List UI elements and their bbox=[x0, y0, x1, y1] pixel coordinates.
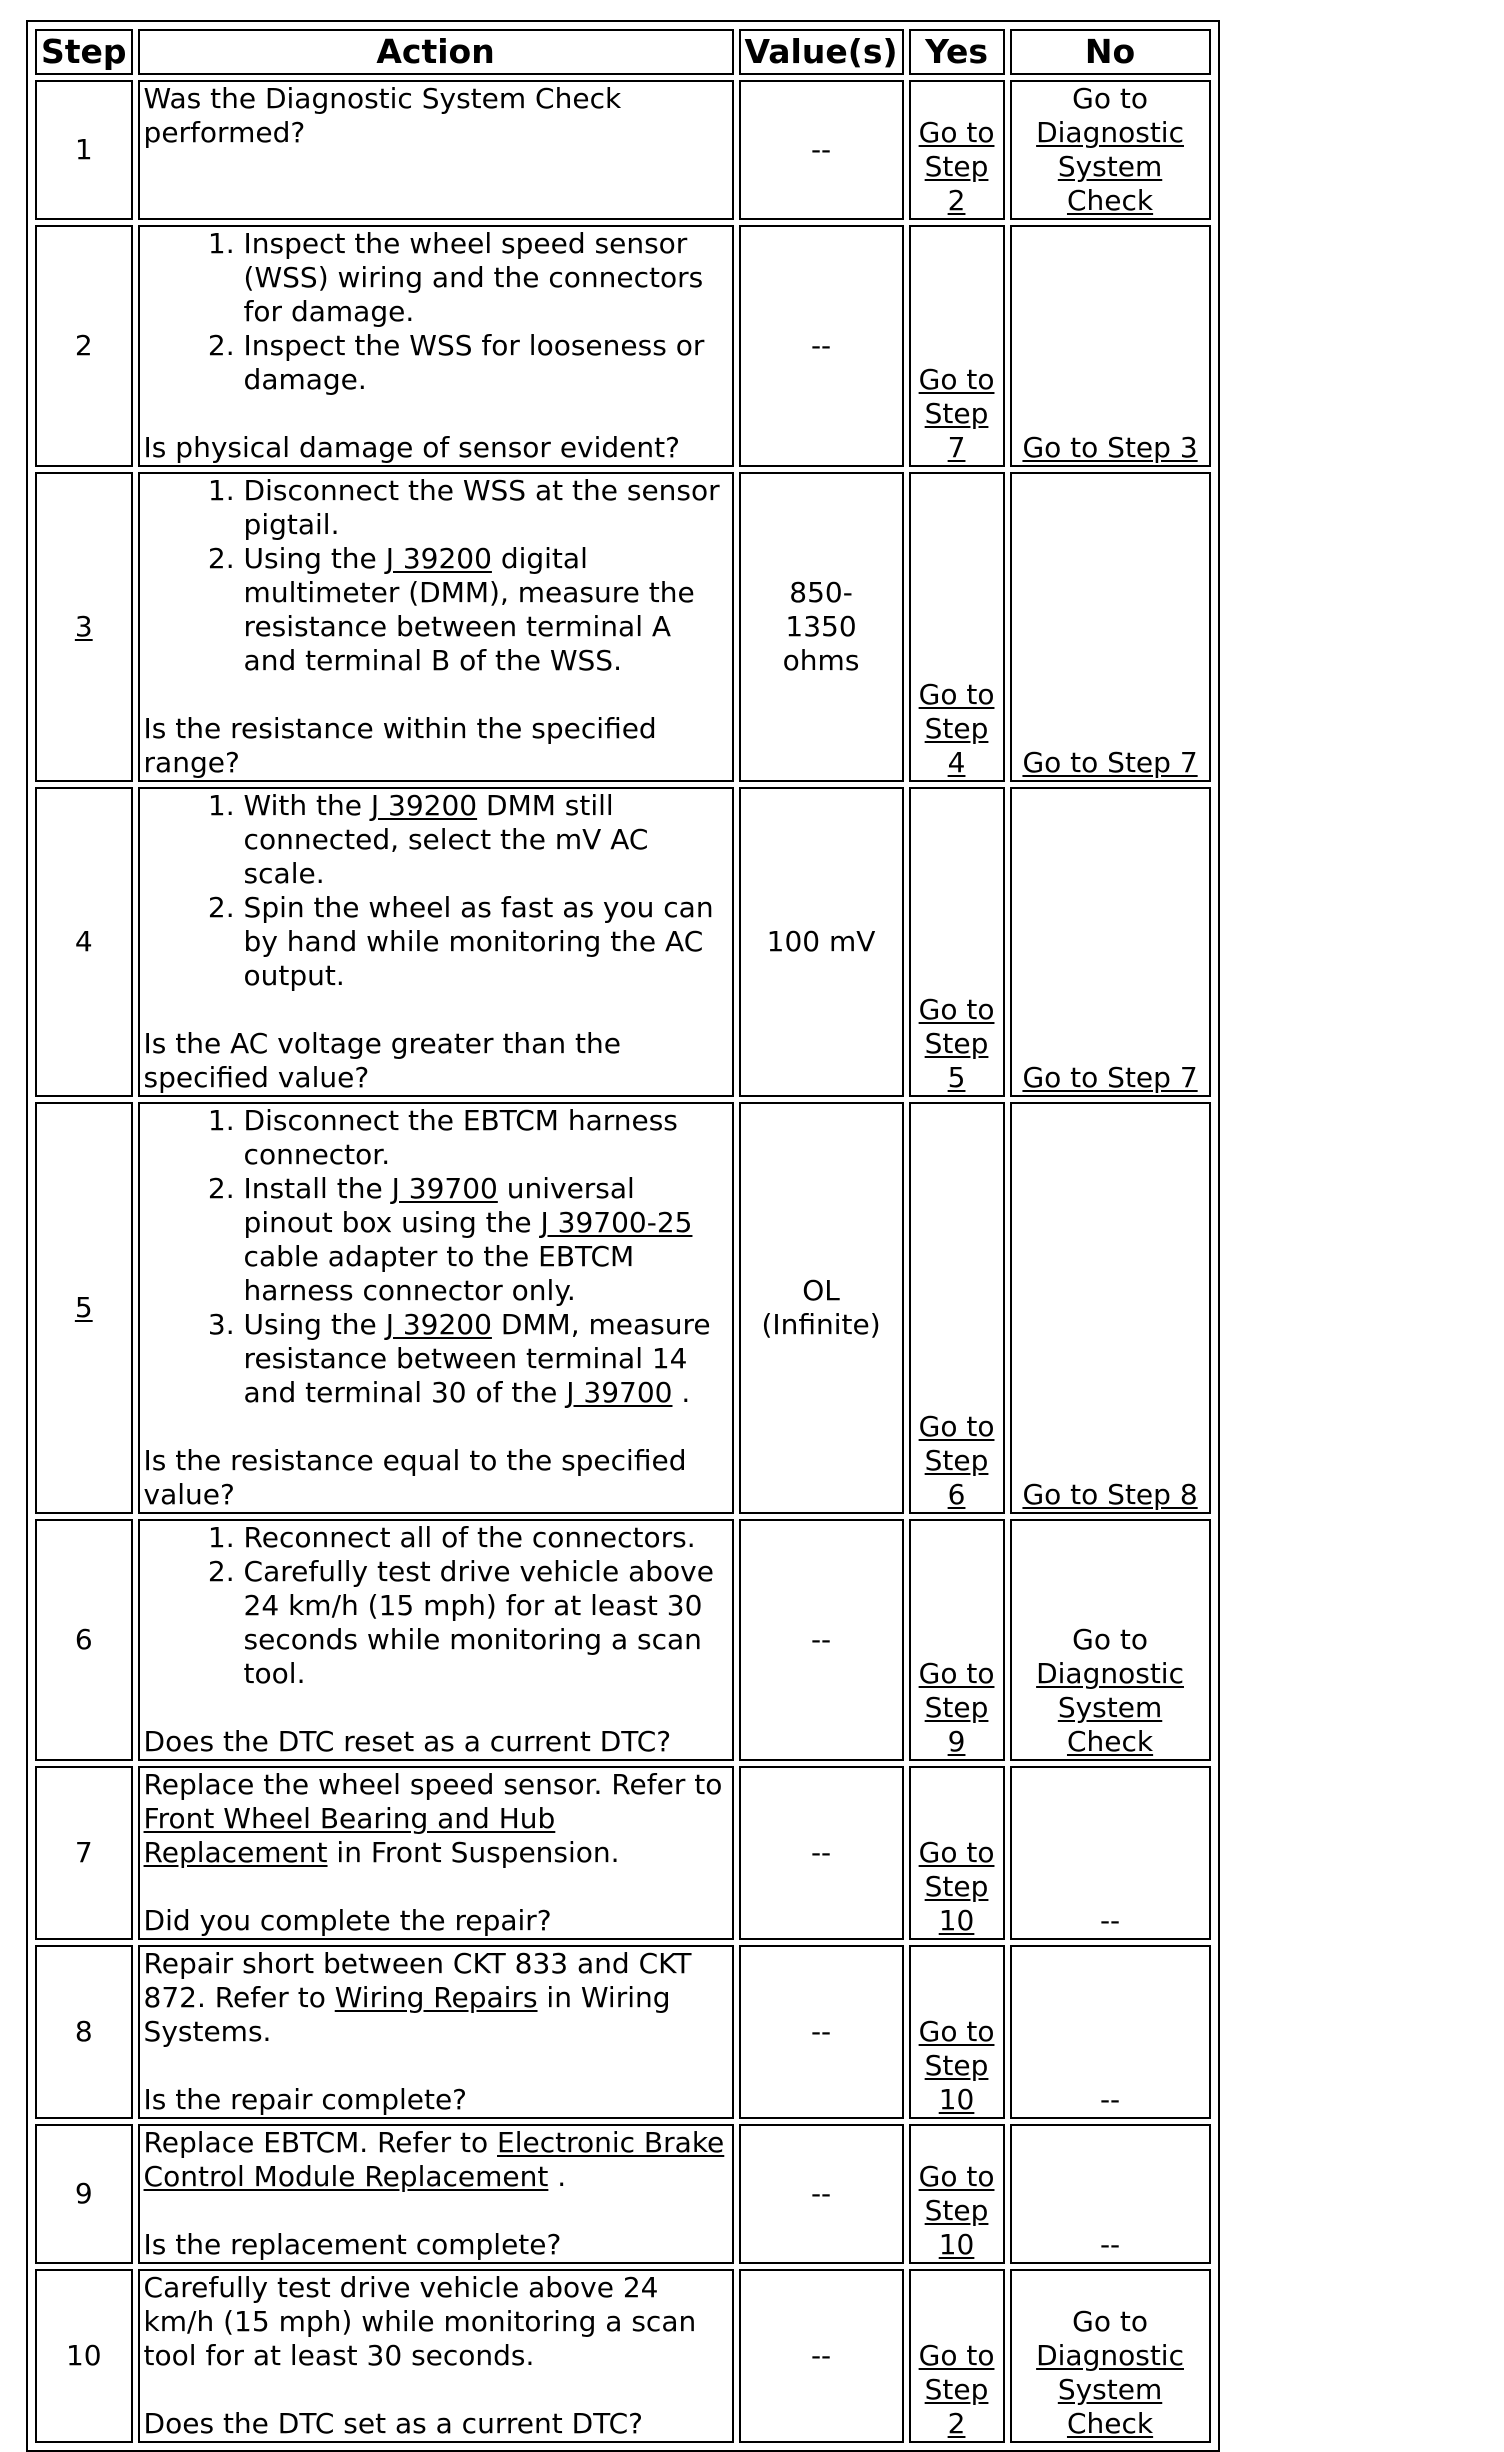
action-item bbox=[244, 1308, 728, 1410]
tool-link[interactable]: J 39700-25 bbox=[540, 1206, 693, 1239]
text: Install the bbox=[243, 1172, 392, 1205]
action-text: Carefully test drive vehicle above 24 km/h (15 mph) while monitoring a scan tool for at least 30 seconds. bbox=[143, 2271, 697, 2372]
yes-link[interactable] bbox=[919, 1657, 995, 1758]
yes-cell bbox=[909, 1519, 1005, 1761]
yes-link-line1: Go to bbox=[918, 1836, 995, 1869]
action-cell bbox=[138, 2124, 734, 2264]
text: With the bbox=[243, 789, 371, 822]
yes-link-line2: Step 10 bbox=[924, 2194, 989, 2261]
no-cell bbox=[1010, 2269, 1211, 2443]
step-link[interactable]: 5 bbox=[74, 1291, 93, 1324]
header-row bbox=[35, 29, 1211, 75]
text: . bbox=[548, 2160, 567, 2193]
value-cell: -- bbox=[739, 80, 904, 220]
no-text: Go to bbox=[1072, 82, 1148, 115]
text: Using the bbox=[243, 542, 386, 575]
action-item bbox=[244, 542, 728, 678]
yes-link-line1: Go to bbox=[918, 1410, 995, 1443]
action-cell bbox=[138, 80, 734, 220]
no-link[interactable]: Go to Step 3 bbox=[1022, 431, 1198, 464]
yes-link-line2: Step 10 bbox=[924, 1870, 989, 1937]
no-cell: -- bbox=[1010, 1766, 1211, 1940]
yes-link-line2: Step 7 bbox=[924, 397, 989, 464]
action-item: 1. Reconnect all of the connectors. bbox=[244, 1521, 728, 1555]
yes-link-line1: Go to bbox=[918, 678, 995, 711]
table-row bbox=[35, 80, 1211, 220]
table-row bbox=[35, 2124, 1211, 2264]
action-list bbox=[144, 789, 728, 993]
text: digital multimeter (DMM), measure the resistance between terminal A and terminal B of the WSS. bbox=[243, 542, 695, 677]
yes-link[interactable] bbox=[919, 993, 995, 1094]
yes-cell bbox=[909, 80, 1005, 220]
tool-link[interactable]: J 39200 bbox=[385, 542, 492, 575]
text: DMM still connected, select the mV AC scale. bbox=[243, 789, 649, 890]
yes-link-line1: Go to bbox=[918, 2160, 995, 2193]
step-number bbox=[35, 1102, 133, 1514]
table-row bbox=[35, 2269, 1211, 2443]
no-link[interactable]: Go to Step 7 bbox=[1022, 746, 1198, 779]
action-item bbox=[244, 789, 728, 891]
action-cell bbox=[138, 225, 734, 467]
header-values: Value(s) bbox=[739, 29, 904, 75]
yes-link-line1: Go to bbox=[918, 363, 995, 396]
table-row bbox=[35, 225, 1211, 467]
value-cell: -- bbox=[739, 1945, 904, 2119]
header-no: No bbox=[1010, 29, 1211, 75]
value-cell: -- bbox=[739, 2124, 904, 2264]
action-question: Is physical damage of sensor evident? bbox=[143, 431, 680, 464]
no-link-line2: System Check bbox=[1057, 1691, 1163, 1758]
yes-cell bbox=[909, 1102, 1005, 1514]
action-question: Is the resistance within the specified range? bbox=[143, 712, 657, 779]
step-number: 2 bbox=[35, 225, 133, 467]
text: Using the bbox=[243, 1308, 386, 1341]
action-list bbox=[144, 1104, 728, 1410]
yes-link[interactable] bbox=[919, 2015, 995, 2116]
text: universal pinout box using the bbox=[243, 1172, 635, 1239]
step-number: 7 bbox=[35, 1766, 133, 1940]
text: DMM, measure resistance between terminal 14 and terminal 30 of the bbox=[243, 1308, 711, 1409]
table-row bbox=[35, 787, 1211, 1097]
no-link[interactable] bbox=[1036, 116, 1184, 217]
no-cell bbox=[1010, 225, 1211, 467]
yes-link-line1: Go to bbox=[918, 993, 995, 1026]
yes-link[interactable] bbox=[919, 1836, 995, 1937]
yes-link-line2: Step 10 bbox=[924, 2049, 989, 2116]
step-number: 10 bbox=[35, 2269, 133, 2443]
value-cell bbox=[739, 472, 904, 782]
text: . bbox=[672, 1376, 691, 1409]
yes-link[interactable] bbox=[919, 116, 995, 217]
action-item: 1. Inspect the wheel speed sensor (WSS) wiring and the connectors for damage. bbox=[244, 227, 728, 329]
action-item: 2. Spin the wheel as fast as you can by hand while monitoring the AC output. bbox=[244, 891, 728, 993]
diagnostic-table bbox=[30, 24, 1216, 2448]
procedure-link[interactable]: Front Wheel Bearing and Hub Replacement bbox=[143, 1802, 556, 1869]
yes-cell bbox=[909, 787, 1005, 1097]
header-step: Step bbox=[35, 29, 133, 75]
no-cell bbox=[1010, 472, 1211, 782]
action-question: Is the replacement complete? bbox=[143, 2228, 562, 2261]
action-list bbox=[144, 227, 728, 397]
yes-link-line1: Go to bbox=[918, 1657, 995, 1690]
text: Replace EBTCM. Refer to bbox=[143, 2126, 498, 2159]
no-text: Go to bbox=[1072, 2305, 1148, 2338]
action-item bbox=[244, 1172, 728, 1308]
action-question: Is the repair complete? bbox=[143, 2083, 468, 2116]
yes-link[interactable] bbox=[919, 678, 995, 779]
no-link[interactable]: Go to Step 8 bbox=[1022, 1478, 1198, 1511]
action-cell bbox=[138, 787, 734, 1097]
action-cell bbox=[138, 2269, 734, 2443]
table-row bbox=[35, 1519, 1211, 1761]
action-item: 1. Disconnect the EBTCM harness connector. bbox=[244, 1104, 728, 1172]
yes-link-line2: Step 6 bbox=[924, 1444, 989, 1511]
yes-cell bbox=[909, 225, 1005, 467]
yes-link-line1: Go to bbox=[918, 2015, 995, 2048]
action-question: Does the DTC set as a current DTC? bbox=[143, 2407, 644, 2440]
yes-link[interactable] bbox=[919, 1410, 995, 1511]
yes-link-line2: Step 5 bbox=[924, 1027, 989, 1094]
action-item: 1. Disconnect the WSS at the sensor pigtail. bbox=[244, 474, 728, 542]
action-question: Is the resistance equal to the specified value? bbox=[143, 1444, 687, 1511]
no-link[interactable] bbox=[1036, 1657, 1184, 1758]
procedure-link[interactable]: Wiring Repairs bbox=[334, 1981, 538, 2014]
no-link[interactable] bbox=[1036, 2339, 1184, 2440]
value-line2: 1350 ohms bbox=[782, 610, 860, 677]
yes-link-line2: Step 2 bbox=[924, 150, 989, 217]
step-number: 9 bbox=[35, 2124, 133, 2264]
value-cell: -- bbox=[739, 225, 904, 467]
action-item: 2. Inspect the WSS for looseness or damage. bbox=[244, 329, 728, 397]
text: Replace the wheel speed sensor. Refer to bbox=[143, 1768, 723, 1801]
text: Repair short between CKT 833 and CKT 872. Refer to bbox=[143, 1947, 692, 2014]
value-cell: 100 mV bbox=[739, 787, 904, 1097]
action-question: Does the DTC reset as a current DTC? bbox=[143, 1725, 672, 1758]
yes-link-line2: Step 2 bbox=[924, 2373, 989, 2440]
yes-link-line1: Go to bbox=[918, 116, 995, 149]
action-question: Did you complete the repair? bbox=[143, 1904, 552, 1937]
action-item: 2. Carefully test drive vehicle above 24 km/h (15 mph) for at least 30 seconds while monitoring a scan tool. bbox=[244, 1555, 728, 1691]
value-line1: 850- bbox=[789, 576, 853, 609]
value-cell: -- bbox=[739, 1519, 904, 1761]
step-number: 1 bbox=[35, 80, 133, 220]
action-question: Is the AC voltage greater than the specified value? bbox=[143, 1027, 621, 1094]
yes-link-line1: Go to bbox=[918, 2339, 995, 2372]
action-list bbox=[144, 1521, 728, 1691]
action-cell bbox=[138, 1945, 734, 2119]
value-cell: -- bbox=[739, 1766, 904, 1940]
no-link-line1: Diagnostic bbox=[1036, 2339, 1184, 2372]
action-cell bbox=[138, 1519, 734, 1761]
action-cell bbox=[138, 1766, 734, 1940]
procedure-link[interactable]: Electronic Brake Control Module Replacement bbox=[143, 2126, 725, 2193]
no-cell bbox=[1010, 1519, 1211, 1761]
step-number: 6 bbox=[35, 1519, 133, 1761]
no-text: Go to bbox=[1072, 1623, 1148, 1656]
table-row bbox=[35, 1102, 1211, 1514]
tool-link[interactable]: J 39200 bbox=[385, 1308, 492, 1341]
text: in Front Suspension. bbox=[327, 1836, 620, 1869]
no-cell: -- bbox=[1010, 2124, 1211, 2264]
no-link-line1: Diagnostic bbox=[1036, 116, 1184, 149]
table-row bbox=[35, 472, 1211, 782]
yes-link-line2: Step 9 bbox=[924, 1691, 989, 1758]
value-cell: OL (Infinite) bbox=[739, 1102, 904, 1514]
step-number: 4 bbox=[35, 787, 133, 1097]
no-link-line1: Diagnostic bbox=[1036, 1657, 1184, 1690]
no-link[interactable]: Go to Step 7 bbox=[1022, 1061, 1198, 1094]
yes-cell bbox=[909, 1945, 1005, 2119]
tool-link[interactable]: J 39700 bbox=[391, 1172, 498, 1205]
yes-link[interactable] bbox=[919, 363, 995, 464]
action-text: Was the Diagnostic System Check performed? bbox=[143, 82, 622, 149]
value-cell: -- bbox=[739, 2269, 904, 2443]
action-cell bbox=[138, 472, 734, 782]
no-cell bbox=[1010, 1102, 1211, 1514]
yes-cell bbox=[909, 472, 1005, 782]
action-list bbox=[144, 474, 728, 678]
yes-cell bbox=[909, 1766, 1005, 1940]
tool-link[interactable]: J 39700 bbox=[566, 1376, 673, 1409]
tool-link[interactable]: J 39200 bbox=[370, 789, 478, 822]
action-cell bbox=[138, 1102, 734, 1514]
action-text bbox=[144, 1768, 728, 1870]
no-link-line2: System Check bbox=[1057, 2373, 1163, 2440]
step-number bbox=[35, 472, 133, 782]
yes-link[interactable] bbox=[919, 2339, 995, 2440]
action-text bbox=[144, 2126, 728, 2194]
yes-cell bbox=[909, 2124, 1005, 2264]
yes-cell bbox=[909, 2269, 1005, 2443]
table-row bbox=[35, 1945, 1211, 2119]
diagnostic-table-frame bbox=[26, 20, 1220, 2452]
table-row bbox=[35, 1766, 1211, 1940]
no-cell: -- bbox=[1010, 1945, 1211, 2119]
text: cable adapter to the EBTCM harness connector only. bbox=[243, 1240, 635, 1307]
step-link[interactable]: 3 bbox=[74, 610, 93, 643]
yes-link[interactable] bbox=[919, 2160, 995, 2261]
action-text bbox=[144, 1947, 728, 2049]
step-number: 8 bbox=[35, 1945, 133, 2119]
header-action: Action bbox=[138, 29, 734, 75]
no-link-line2: System Check bbox=[1057, 150, 1163, 217]
no-cell bbox=[1010, 80, 1211, 220]
header-yes: Yes bbox=[909, 29, 1005, 75]
text: in Wiring Systems. bbox=[143, 1981, 671, 2048]
yes-link-line2: Step 4 bbox=[924, 712, 989, 779]
no-cell bbox=[1010, 787, 1211, 1097]
